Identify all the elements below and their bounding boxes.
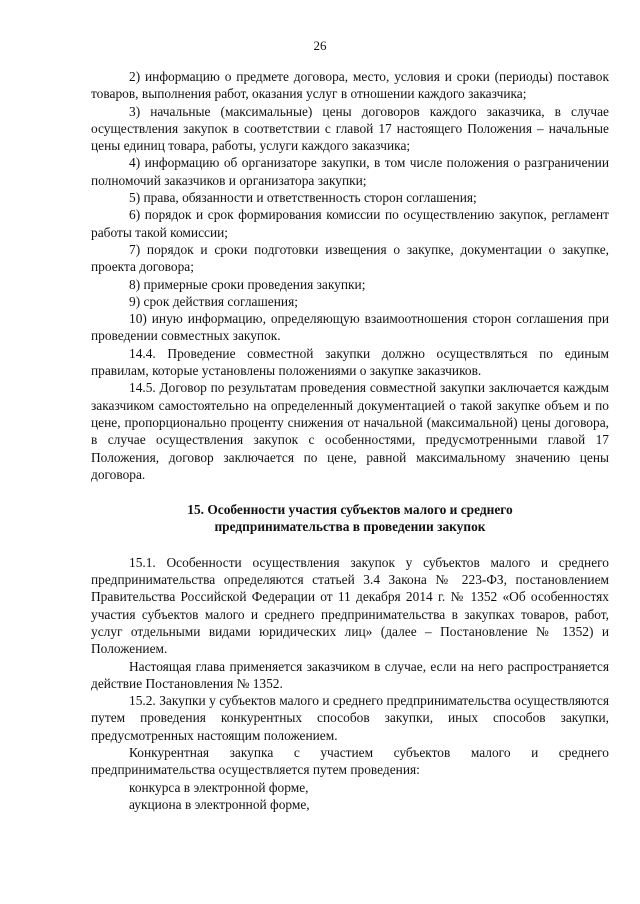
paragraph-list-item-5: 5) права, обязанности и ответственность сторон соглашения; xyxy=(129,190,477,206)
page-number: 26 xyxy=(313,38,327,53)
paragraph-list-item-6: 6) порядок и срок формирования комиссии по осуществлению закупок, регламент работы такой комиссии; xyxy=(91,207,609,240)
paragraph-list-item-10: 10) иную информацию, определяющую взаимоотношения сторон соглашения при проведении совместных закупок. xyxy=(91,311,609,344)
paragraph-15-2: 15.2. Закупки у субъектов малого и среднего предпринимательства осуществляются путем проведения конкурентных способов закупки, иных способов закупки, предусмотренных настоящим положением. xyxy=(91,693,609,743)
paragraph-list-item-3: 3) начальные (максимальные) цены договоров каждого заказчика, в случае осуществления закупок в соответствии с главой 17 настоящего Положения – начальные цены единиц товара, работы, услуги каждого заказчика; xyxy=(91,103,609,154)
document-body xyxy=(91,68,609,813)
paragraph-competitive-procurement: Конкурентная закупка с участием субъектов малого и среднего предпринимательства осуществляется путем проведения: xyxy=(91,744,609,778)
paragraph-list-item-9: 9) срок действия соглашения; xyxy=(129,293,298,309)
section-heading xyxy=(91,501,609,536)
paragraph-list-item-7: 7) порядок и сроки подготовки извещения о закупке, документации о закупке, проекта договора; xyxy=(91,241,609,275)
paragraph-14-4: 14.4. Проведение совместной закупки должно осуществляться по единым правилам, которые установлены положениями о закупке заказчиков. xyxy=(91,345,609,379)
list-item-contest: конкурса в электронной форме, xyxy=(129,779,309,795)
section-heading-line-2: предпринимательства в проведении закупок xyxy=(214,519,486,535)
paragraph-scope: Настоящая глава применяется заказчиком в случае, если на него распространяется действие Постановления № 1352. xyxy=(91,658,609,691)
paragraph-list-item-4: 4) информацию об организаторе закупки, в том числе положения о разграничении полномочий заказчиков и организатора закупки; xyxy=(91,155,609,188)
paragraph-list-item-2: 2) информацию о предмете договора, место, условия и сроки (периоды) поставок товаров, выполнения работ, оказания услуг в отношении каждого заказчика; xyxy=(91,69,609,102)
section-heading-line-1: 15. Особенности участия субъектов малого и среднего xyxy=(187,502,513,518)
list-item-auction: аукциона в электронной форме, xyxy=(129,796,310,812)
paragraph-15-1: 15.1. Особенности осуществления закупок у субъектов малого и среднего предпринимательства определяются статьей 3.4 Закона № 223-ФЗ, постановлением Правительства Российской Федерации от 11 декабря 2014 г. № 1352 «Об особенностях участия субъектов малого и среднего предпринимательства в закупках товаров, работ, услуг отдельными видами юридических лиц» (далее – Постановление № 1352) и Положением. xyxy=(91,554,609,657)
paragraph-list-item-8: 8) примерные сроки проведения закупки; xyxy=(129,276,366,292)
paragraph-14-5: 14.5. Договор по результатам проведения совместной закупки заключается каждым заказчиком самостоятельно на определенный документацией о такой закупке объем и по цене, пропорционально проценту снижения от начальной (максимальной) цены договора, в случае осуществления закупок с особенностями, предусмотренными главой 17 Положения, договор заключается по цене, равной максимальному значению цены договора. xyxy=(91,380,609,482)
